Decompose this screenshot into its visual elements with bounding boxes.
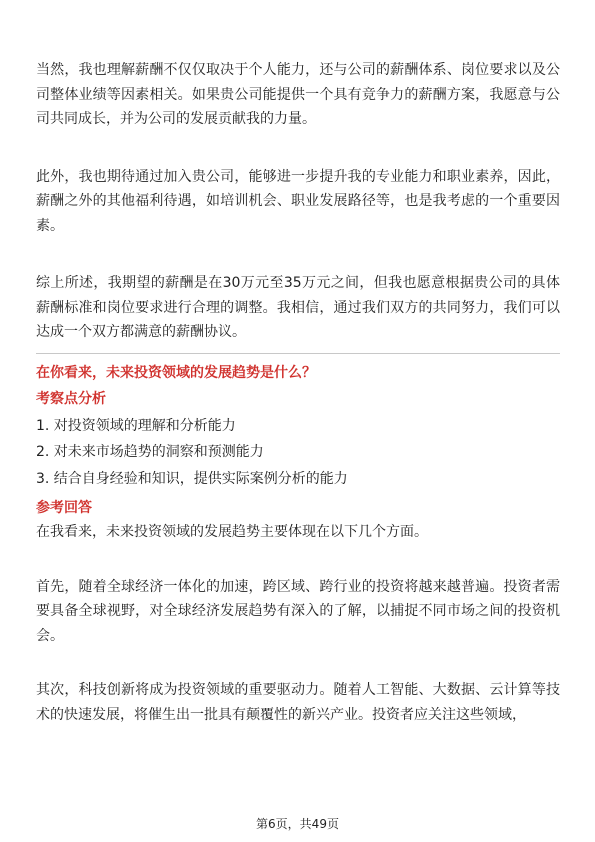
paragraph-salary-understanding: 当然，我也理解薪酬不仅仅取决于个人能力，还与公司的薪酬体系、岗位要求以及公司整体业绩等因素相关。如果贵公司能提供一个具有竞争力的薪酬方案，我愿意与公司共同成长，并为公司的发展贡献我的力量。 [36,62,560,127]
analysis-list [36,413,560,493]
answer-paragraph-intro: 在我看来，未来投资领域的发展趋势主要体现在以下几个方面。 [36,524,428,540]
analysis-title: 考察点分析 [36,390,106,407]
paragraph-summary: 综上所述，我期望的薪酬是在30万元至35万元之间，但我也愿意根据贵公司的具体薪酬标准和岗位要求进行合理的调整。我相信，通过我们双方的共同努力，我们可以达成一个双方都满意的薪酬协议。 [36,275,560,340]
paragraph-benefits: 此外，我也期待通过加入贵公司，能够进一步提升我的专业能力和职业素养，因此，薪酬之外的其他福利待遇，如培训机会、职业发展路径等，也是我考虑的一个重要因素。 [36,168,560,234]
analysis-item: 3. 结合自身经验和知识，提供实际案例分析的能力 [36,470,348,487]
analysis-item: 2. 对未来市场趋势的洞察和预测能力 [36,444,264,460]
question-heading: 在你看来，未来投资领域的发展趋势是什么？ [36,364,316,381]
document-page [36,58,560,727]
answer-paragraph-first: 首先，随着全球经济一体化的加速，跨区域、跨行业的投资将越来越普遍。投资者需要具备全球视野，对全球经济发展趋势有深入的了解，以捕捉不同市场之间的投资机会。 [36,578,560,644]
analysis-item: 1. 对投资领域的理解和分析能力 [36,417,236,434]
answer-paragraph-second: 其次，科技创新将成为投资领域的重要驱动力。随着人工智能、大数据、云计算等技术的快速发展，将催生出一批具有颠覆性的新兴产业。投资者应关注这些领域， [36,682,560,723]
page-number: 第6页，共49页 [256,817,339,831]
answer-title: 参考回答 [36,500,92,516]
section-divider [36,353,560,354]
